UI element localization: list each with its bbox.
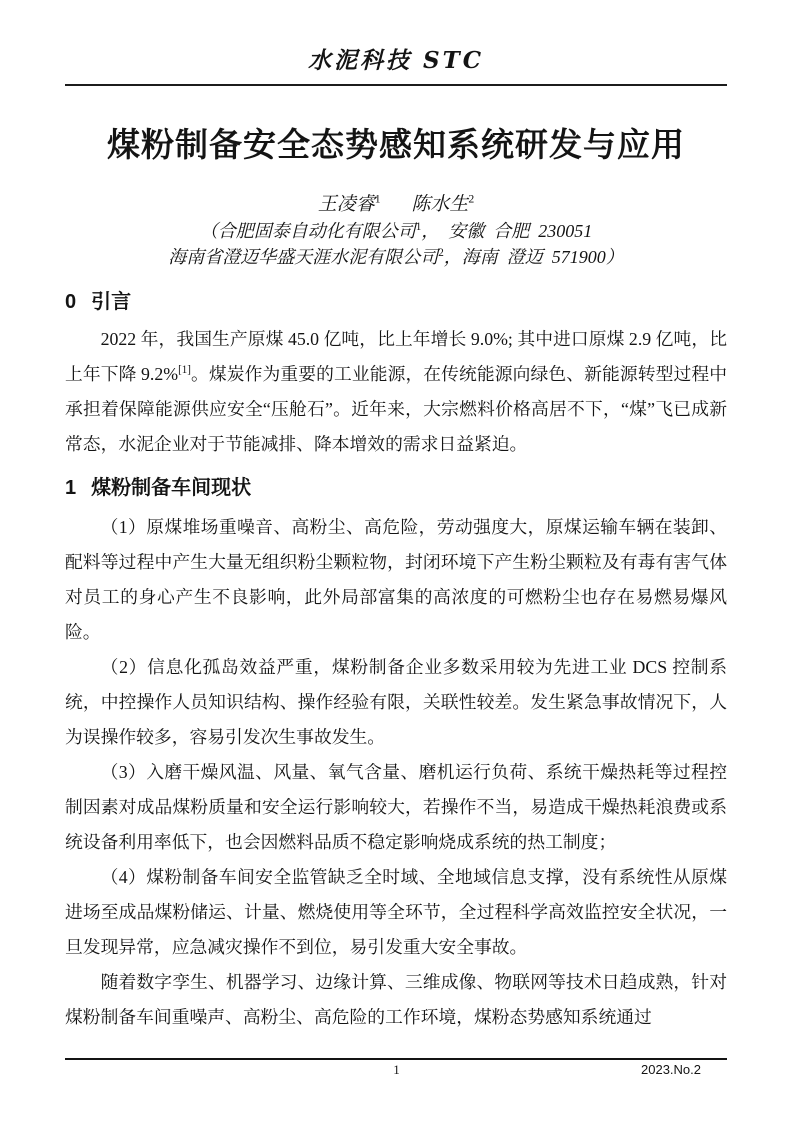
- section-title: 引言: [91, 291, 132, 313]
- paragraph: 随着数字孪生、机器学习、边缘计算、三维成像、物联网等技术日趋成熟，针对煤粉制备车间重噪声、高粉尘、高危险的工作环境，煤粉态势感知系统通过: [65, 972, 727, 1027]
- paragraph: （4）煤粉制备车间安全监管缺乏全时域、全地域信息支撑，没有系统性从原煤进场至成品煤粉储运、计量、燃烧使用等全环节，全过程科学高效监控安全状况，一旦发现异常，应急减灾操作不到位，易引发重大安全事故。: [65, 867, 727, 957]
- paragraph-text: 2022 年，我国生产原煤 45.0 亿吨，比上年增长 9.0%; 其中进口原煤 2.9 亿吨，比上年下降 9.2%: [65, 329, 727, 384]
- paragraph-text: 。煤炭作为重要的工业能源，在传统能源向绿色、新能源转型过程中承担着保障能源供应安全“压舱石”。近年来，大宗燃料价格高居不下，“煤”飞已成新常态，水泥企业对于节能减排、降本增效的需求日益紧迫。: [65, 364, 727, 454]
- page-number: 1: [393, 1062, 400, 1077]
- section-heading-0: [65, 288, 727, 316]
- authors-line: [65, 192, 727, 218]
- author: [318, 194, 381, 215]
- paper-title: 煤粉制备安全态势感知系统研发与应用: [107, 126, 685, 163]
- paragraph: （3）入磨干燥风温、风量、氧气含量、磨机运行负荷、系统干燥热耗等过程控制因素对成品煤粉质量和安全运行影响较大，若操作不当，易造成干燥热耗浪费或系统设备利用率低下，也会因燃料品质不稳定影响烧成系统的热工制度；: [65, 762, 727, 852]
- paragraph: （2）信息化孤岛效益严重，煤粉制备企业多数采用较为先进工业 DCS 控制系统，中控操作人员知识结构、操作经验有限，关联性较差。发生紧急事故情况下，人为误操作较多，容易引发次生事故发生。: [65, 657, 727, 747]
- affiliation-line-1: [65, 218, 727, 244]
- section-title: 煤粉制备车间现状: [91, 477, 252, 499]
- affiliation-text: ，海南 澄迈 571900）: [443, 247, 624, 267]
- journal-name: 水泥科技 STC: [307, 47, 485, 74]
- paragraph: （1）原煤堆场重噪音、高粉尘、高危险，劳动强度大，原煤运输车辆在装卸、配料等过程中产生大量无组织粉尘颗粒物，封闭环境下产生粉尘颗粒及有毒有害气体对员工的身心产生不良影响，此外局部富集的高浓度的可燃粉尘也存在易燃易爆风险。: [65, 517, 727, 642]
- citation-mark: [1]: [178, 364, 191, 377]
- affiliation-mark: 1: [415, 221, 422, 233]
- author-affiliation-mark: 2: [468, 192, 475, 206]
- issue-label: 2023.No.2: [641, 1062, 701, 1077]
- author-affiliation-mark: 1: [374, 192, 381, 206]
- affiliation-text: 海南省澄迈华盛天涯水泥有限公司: [168, 247, 439, 267]
- affiliation-text: （合肥固泰自动化有限公司: [199, 221, 416, 241]
- author-name: 王凌睿: [317, 194, 375, 215]
- section-heading-1: [65, 474, 727, 502]
- intro-paragraph: [65, 322, 727, 462]
- affiliation-mark: 2: [438, 247, 444, 259]
- author: [411, 194, 474, 215]
- author-name: 陈水生: [411, 194, 469, 215]
- affiliation-line-2: [65, 244, 727, 270]
- section-number: 1: [65, 477, 77, 499]
- affiliation-text: ， 安徽 合肥 230051: [421, 221, 593, 241]
- section-number: 0: [65, 291, 77, 313]
- journal-header: [65, 46, 727, 86]
- footer-rule: [65, 1058, 727, 1060]
